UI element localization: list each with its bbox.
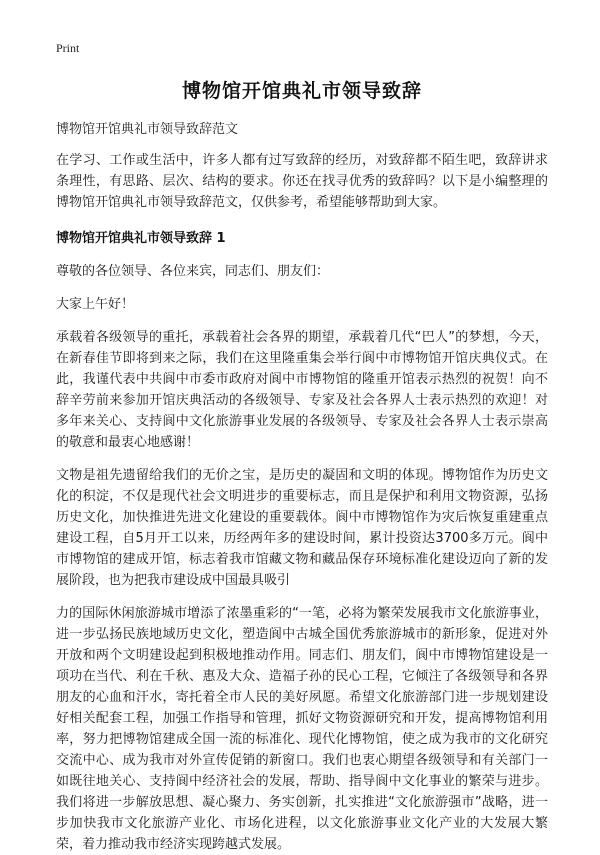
intro-paragraph: 在学习、工作或生活中，许多人都有过写致辞的经历，对致辞都不陌生吧，致辞讲求条理性，有思路、层次、结构的要求。你还在找寻优秀的致辞吗？以下是小编整理的博物馆开馆典礼市领导致辞范文，仅供参考，希望能够帮助到大家。 (56, 153, 548, 210)
document-subtitle: 博物馆开馆典礼市领导致辞范文 (56, 122, 239, 137)
body-paragraph: 文物是祖先遗留给我们的无价之宝，是历史的凝固和文明的体现。博物馆作为历史文化的积淀，不仅是现代社会文明进步的重要标志，而且是保护和利用文物资源，弘扬历史文化，加快推进先进文化建设的重要载体。阆中市博物馆作为灾后恢复重建重点建设工程，自5月开工以来，历经两年多的建设时间，累计投资达3700多万元。阆中市博物馆的建成开馆，标志着我市馆藏文物和藏品保存环境标准化建设迈向了新的发展阶段，也为把我市建设成中国最具吸引 (56, 468, 548, 588)
print-label[interactable]: Print (56, 41, 80, 55)
greeting-line: 尊敬的各位领导、各位来宾，同志们、朋友们： (56, 264, 330, 279)
body-paragraph: 承载着各级领导的重托，承载着社会各界的期望，承载着几代“巴人”的梦想，今天，在新春佳节即将到来之际，我们在这里隆重集会举行阆中市博物馆开馆庆典仪式。在此，我谨代表中共阆中市委市政府对阆中市博物馆的隆重开馆表示热烈的祝贺！向不辞辛劳前来参加开馆庆典活动的各级领导、专家及社会各界人士表示热烈的欢迎！对多年来关心、支持阆中文化旅游事业发展的各级领导、专家及社会各界人士表示崇高的敬意和最衷心地感谢！ (56, 330, 548, 450)
document-title: 博物馆开馆典礼市领导致辞 (181, 80, 422, 102)
hello-line: 大家上午好！ (56, 297, 135, 312)
section-heading: 博物馆开馆典礼市领导致辞 1 (56, 231, 226, 246)
body-paragraph: 力的国际休闲旅游城市增添了浓墨重彩的“一笔，必将为繁荣发展我市文化旅游事业，进一步弘扬民族地域历史文化，塑造阆中古城全国优秀旅游城市的新形象，促进对外开放和两个文明建设起到积极地推动作用。同志们、朋友们，阆中市博物馆建设是一项功在当代、利在千秋、惠及大众、造福子孙的民心工程，它倾注了各级领导和各界朋友的心血和汗水，寄托着全市人民的美好夙愿。希望文化旅游部门进一步规划建设好相关配套工程，加强工作指导和管理，抓好文物资源研究和开发，提高博物馆利用率，努力把博物馆建成全国一流的标准化、现代化博物馆，使之成为我市的文化研究交流中心、成为我市对外宣传促销的新窗口。我们也衷心期望各级领导和有关部门一如既往地关心、支持阆中经济社会的发展，帮助、指导阆中文化事业的繁荣与进步。我们将进一步解放思想、凝心聚力、务实创新，扎实推进“文化旅游强市”战略，进一步加快我市文化旅游产业化、市场化进程，以文化旅游事业文化产业的大发展大繁荣，着力推动我市经济实现跨越式发展。 (56, 606, 548, 852)
